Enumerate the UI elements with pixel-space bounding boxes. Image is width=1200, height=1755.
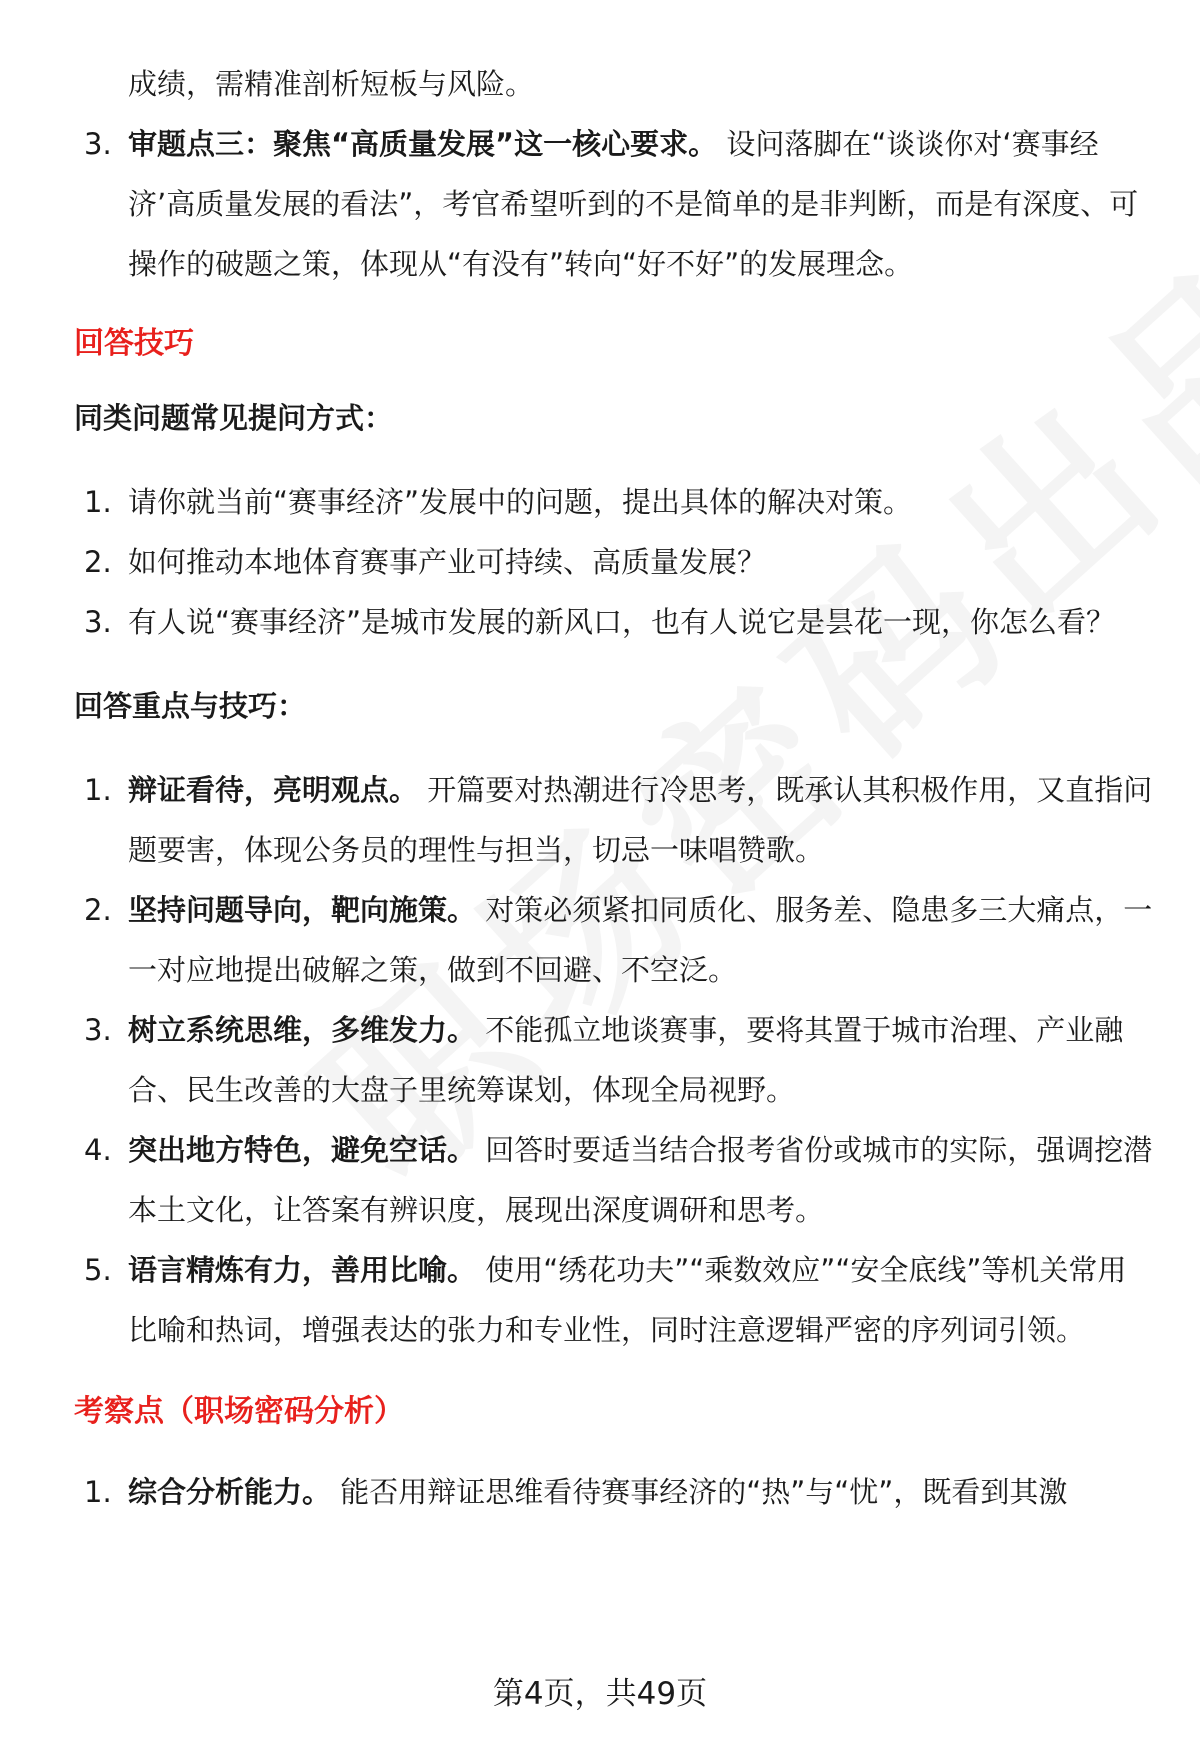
item-number: 2. [84,545,112,579]
item-text: 不能孤立地谈赛事，要将其置于城市治理、产业融合、民生改善的大盘子里统筹谋划，体现全局视野。 [128,1013,1124,1107]
list-item [74,880,1154,1000]
item-number: 1. [84,773,112,807]
list-item [74,114,1154,294]
item-bold: 辩证看待，亮明观点。 [128,773,419,807]
item-text: 如何推动本地体育赛事产业可持续、高质量发展？ [128,545,767,579]
list-item [74,1462,1154,1522]
intro-list [74,114,1154,294]
item-bold: 坚持问题导向，靶向施策。 [128,893,477,927]
list-item [74,760,1154,880]
list-item [74,472,1154,532]
subtitle-common-questions: 同类问题常见提问方式： [74,401,394,435]
section-title-exam-points: 考察点（职场密码分析） [74,1394,404,1429]
item-bold: 语言精炼有力，善用比喻。 [128,1253,477,1287]
item-text: 对策必须紧扣同质化、服务差、隐患多三大痛点，一一对应地提出破解之策，做到不回避、不空泛。 [128,893,1153,987]
item-text: 设问落脚在“谈谈你对‘赛事经济’高质量发展的看法”，考官希望听到的不是简单的是非判断，而是有深度、可操作的破题之策，体现从“有没有”转向“好不好”的发展理念。 [128,127,1139,281]
item-text: 开篇要对热潮进行冷思考，既承认其积极作用，又直指问题要害，体现公务员的理性与担当，切忌一味唱赞歌。 [128,773,1153,867]
common-questions-list [74,472,1154,652]
item-number: 3. [84,605,112,639]
page-footer: 第4页，共49页 [492,1676,708,1712]
item-number: 3. [84,1013,112,1047]
item-text: 能否用辩证思维看待赛事经济的“热”与“忧”，既看到其激 [331,1475,1068,1509]
item-text: 回答时要适当结合报考省份或城市的实际，强调挖潜本土文化，让答案有辨识度，展现出深度调研和思考。 [128,1133,1153,1227]
item-number: 3. [84,127,112,161]
item-bold: 突出地方特色，避免空话。 [128,1133,477,1167]
exam-points-list [74,1462,1154,1522]
page-content [74,54,1154,1522]
item-bold: 树立系统思维，多维发力。 [128,1013,477,1047]
item-bold: 综合分析能力。 [128,1475,332,1509]
item-text: 使用“绣花功夫”“乘数效应”“安全底线”等机关常用比喻和热词，增强表达的张力和专业性，同时注意逻辑严密的序列词引领。 [128,1253,1127,1347]
list-item [74,1120,1154,1240]
subtitle-key-points: 回答重点与技巧： [74,689,307,723]
item-number: 1. [84,485,112,519]
list-item [74,1000,1154,1120]
section-title-answer-skills: 回答技巧 [74,326,194,361]
list-item [74,592,1154,652]
list-item [74,532,1154,592]
list-item [74,1240,1154,1360]
item-number: 5. [84,1253,112,1287]
item-text: 有人说“赛事经济”是城市发展的新风口，也有人说它是昙花一现，你怎么看？ [128,605,1116,639]
item-bold: 审题点三：聚焦“高质量发展”这一核心要求。 [128,127,718,161]
continuation-text: 成绩，需精准剖析短板与风险。 [128,67,535,101]
item-text: 请你就当前“赛事经济”发展中的问题，提出具体的解决对策。 [128,485,913,519]
key-points-list [74,760,1154,1360]
item-number: 1. [84,1475,112,1509]
item-number: 4. [84,1133,112,1167]
item-number: 2. [84,893,112,927]
